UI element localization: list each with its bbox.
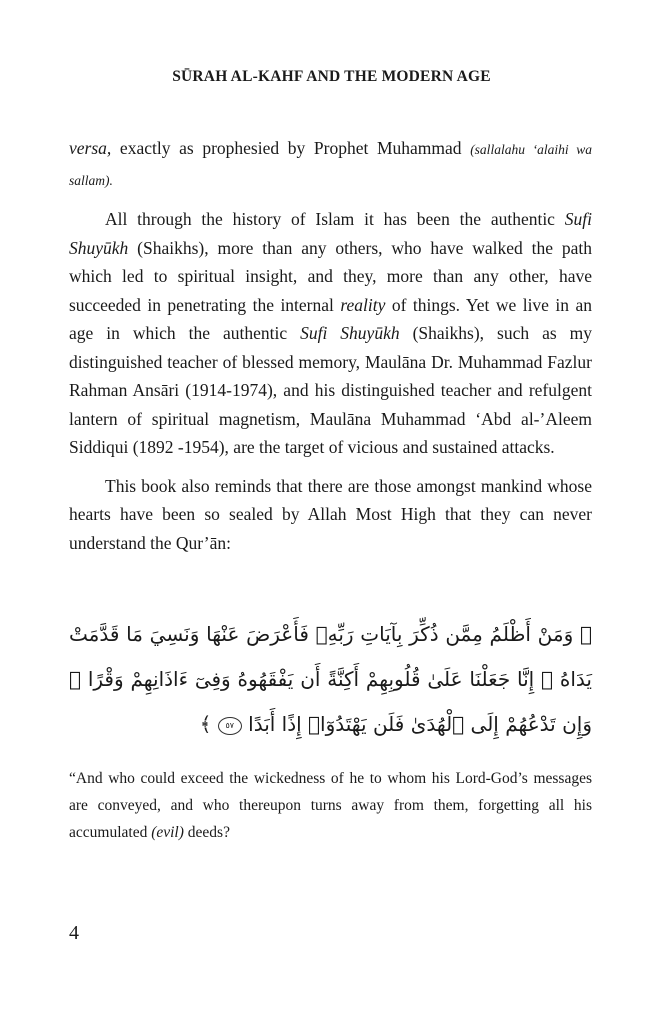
- italic-term: reality: [340, 294, 386, 315]
- quran-verse-arabic: [69, 612, 592, 747]
- ornate-bracket-close: ﴾: [199, 712, 212, 736]
- italic-term: Sufi Shuyūkh: [69, 209, 592, 258]
- verse-translation: [69, 765, 592, 846]
- arabic-verse-text: وَمَنْ أَظْلَمُ مِمَّن ذُكِّرَ بِآيَاتِ رَبِّهِۦ فَأَعْرَضَ عَنْهَا وَنَسِيَ مَا قَدَّمَتْ يَدَاهُ ۚ إِنَّا جَعَلْنَا عَلَىٰ قُلُوبِهِمْ أَكِنَّةً أَن يَفْقَهُوهُ وَفِىٓ ءَاذَانِهِمْ وَقْرًا ۖ وَإِن تَدْعُهُمْ إِلَى ٱلْهُدَىٰ فَلَن يَهْتَدُوٓا۟ إِذًا أَبَدًا: [69, 622, 592, 736]
- text-run: “And who could exceed the wickedness of he to whom his Lord-God’s messages are conveyed, and who thereupon turns away from them, forgetting all his accumulated: [69, 770, 592, 841]
- ornate-bracket-open: ﴿: [579, 622, 592, 646]
- text-run: (Shaikhs), such as my distinguished teacher of blessed memory, Maulāna Dr. Muhammad Fazlur Rahman Ansāri (1914-1974), and his distinguished teacher and refulgent lantern of spiritual magnetism, Maulāna Muhammad ‘Abd al-’Aleem Siddiqui (1892 -1954), are the target of vicious and sustained attacks.: [69, 323, 592, 457]
- running-header: SŪRAH AL-KAHF AND THE MODERN AGE: [172, 68, 491, 85]
- honorific-salutation: (sallalahu ‘alaihi wa sallam).: [69, 142, 592, 188]
- italic-term: Sufi Shuyūkh: [300, 323, 400, 343]
- paragraph-continuation: [69, 134, 592, 195]
- text-run: All through the history of Islam it has been the authentic: [105, 209, 565, 229]
- paragraph-sufi-shuyukh: [69, 205, 592, 462]
- paragraph-sealed-hearts: This book also reminds that there are those amongst mankind whose hearts have been so sealed by Allah Most High that they can never understand the Qur’ān:: [69, 475, 592, 553]
- text-run: (Shaikhs), more than any others, who have walked the path which led to spiritual insight, and they, more than any other, have succeeded in penetrating the internal: [69, 237, 592, 315]
- page-number: 4: [69, 922, 79, 944]
- italic-versa: versa,: [69, 138, 112, 158]
- ayah-number-marker: ٥٧: [218, 717, 242, 735]
- text-run: deeds?: [183, 824, 230, 841]
- main-text: [69, 134, 592, 557]
- text-run: of things. Yet we live in an age in which the authentic: [69, 294, 592, 343]
- italic-term: (evil): [151, 824, 184, 841]
- text-run: exactly as prophesied by Prophet Muhammad: [111, 138, 471, 158]
